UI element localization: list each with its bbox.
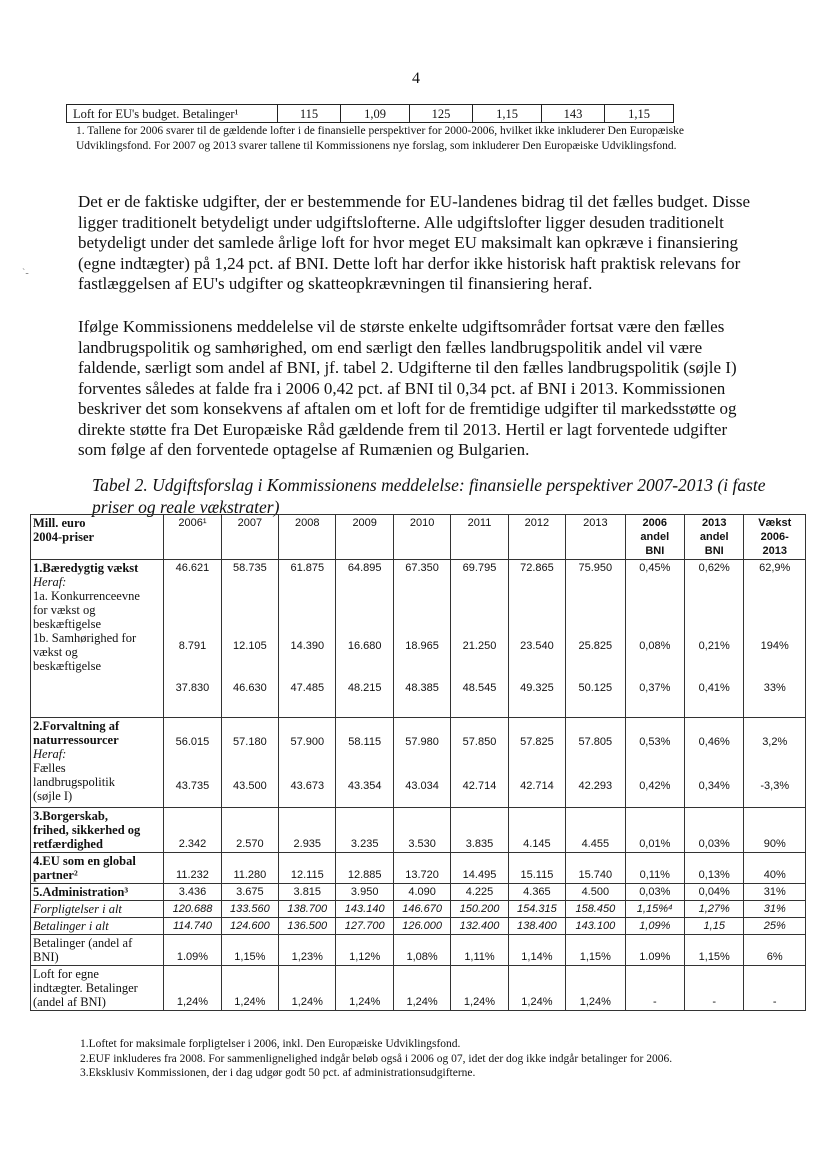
table-cell: 143.140	[336, 901, 393, 918]
table-cell	[336, 560, 393, 718]
table-header-cell	[393, 515, 450, 560]
table-header-row	[31, 515, 806, 560]
table-cell: 1,27%	[685, 901, 744, 918]
table-row-label	[31, 718, 164, 808]
table-value: 62,9%	[759, 562, 791, 574]
table-cell: 1,15	[685, 918, 744, 935]
table-label-line: 3.Borgerskab,	[33, 809, 108, 823]
table-cell: 15.115	[508, 853, 565, 884]
table-cell: 120.688	[164, 901, 221, 918]
table-cell	[744, 560, 806, 718]
table-cell: 3.235	[336, 808, 393, 853]
table-label-line: andel	[699, 531, 729, 543]
table-row	[31, 918, 806, 935]
table-row	[31, 935, 806, 966]
table-cell: 126.000	[393, 918, 450, 935]
table-value: 194%	[760, 640, 789, 652]
table-value: 0,45%	[639, 562, 671, 574]
table-cell: -	[625, 966, 684, 1011]
table-cell: 1,14%	[508, 935, 565, 966]
table-label-line: andel	[640, 531, 670, 543]
table-cell	[336, 718, 393, 808]
table-value: 58.115	[348, 736, 382, 748]
table-cell: 1.09%	[164, 935, 221, 966]
table-label-line: Betalinger (andel af	[33, 936, 133, 950]
table-row	[31, 884, 806, 901]
table-value: 48.545	[462, 682, 497, 694]
table-cell: 2.935	[279, 808, 336, 853]
table-row	[31, 853, 806, 884]
table-value: 72.865	[520, 562, 554, 574]
table-cell: 4.145	[508, 808, 565, 853]
table-value: 0,42%	[639, 780, 671, 792]
table-cell: 132.400	[451, 918, 508, 935]
table-value: 57.850	[462, 736, 497, 748]
table-cell: 0,03%	[625, 884, 684, 901]
table-value: 23.540	[520, 640, 554, 652]
table-label-line: 2.Forvaltning af	[33, 719, 120, 733]
table-cell: 3.675	[221, 884, 278, 901]
table-label-line: naturressourcer	[33, 733, 119, 747]
table-cell: 0,04%	[685, 884, 744, 901]
budget-ceiling-value: 143	[542, 105, 605, 123]
table-value: 33%	[763, 682, 786, 694]
table-cell: 1,24%	[164, 966, 221, 1011]
table-cell	[164, 718, 221, 808]
table-cell: 1,24%	[279, 966, 336, 1011]
table-cell	[451, 560, 508, 718]
table-cell: 3.815	[279, 884, 336, 901]
table-row-label	[31, 884, 164, 901]
table-value: 0,53%	[639, 736, 671, 748]
table-cell: 1,08%	[393, 935, 450, 966]
table-value: 67.350	[405, 562, 439, 574]
table-value: 61.875	[290, 562, 325, 574]
table-label-line: (søjle I)	[33, 789, 73, 803]
table-label-line: beskæftigelse	[33, 659, 102, 673]
table-cell	[279, 718, 336, 808]
table-value: 57.805	[578, 736, 613, 748]
table-row	[31, 560, 806, 718]
table-value: 69.795	[462, 562, 497, 574]
table-cell: 3.530	[393, 808, 450, 853]
table-header-cell	[566, 515, 625, 560]
table-label-line: 1.Bæredygtig vækst	[33, 561, 139, 575]
table-cell: 1,12%	[336, 935, 393, 966]
table-label-line: frihed, sikkerhed og	[33, 823, 141, 837]
table-cell: 1,09%	[625, 918, 684, 935]
table-value: 75.950	[578, 562, 613, 574]
table-cell: 1,23%	[279, 935, 336, 966]
table-cell: 138.400	[508, 918, 565, 935]
table-cell: 154.315	[508, 901, 565, 918]
table-value: 57.900	[290, 736, 325, 748]
table-value: -3,3%	[760, 780, 790, 792]
table-value: 8.791	[178, 640, 207, 652]
table-cell: 136.500	[279, 918, 336, 935]
table-value: 0,37%	[639, 682, 671, 694]
table-cell: -	[744, 966, 806, 1011]
table-cell: 4.500	[566, 884, 625, 901]
table-row-label	[31, 935, 164, 966]
table-cell: 0,11%	[625, 853, 684, 884]
table-row-label	[31, 853, 164, 884]
table-value: 3,2%	[762, 736, 788, 748]
table-value: 0,46%	[698, 736, 730, 748]
budget-ceiling-value: 1,15	[473, 105, 542, 123]
table-cell: 40%	[744, 853, 806, 884]
table-cell	[164, 560, 221, 718]
table-cell: 90%	[744, 808, 806, 853]
table-value: 12.105	[233, 640, 267, 652]
table-label-line: Fælles	[33, 761, 66, 775]
table-cell: 1,15%	[685, 935, 744, 966]
table-row	[31, 901, 806, 918]
table-cell: 11.232	[164, 853, 221, 884]
table-label-line: BNI	[704, 545, 724, 557]
table-value: 49.325	[520, 682, 554, 694]
table-cell	[508, 718, 565, 808]
table-cell: 3.950	[336, 884, 393, 901]
table-value: 37.830	[175, 682, 210, 694]
table-cell: 0,01%	[625, 808, 684, 853]
table-cell: 1,15%	[566, 935, 625, 966]
table-value: 57.825	[520, 736, 554, 748]
table-cell: 1,24%	[451, 966, 508, 1011]
table-cell: 1.09%	[625, 935, 684, 966]
table-label-line: landbrugspolitik	[33, 775, 115, 789]
table-value: 43.735	[175, 780, 210, 792]
table-cell: 146.670	[393, 901, 450, 918]
budget-ceiling-table	[66, 104, 674, 123]
table-label-line: Vækst	[758, 517, 792, 529]
table-cell: 1,24%	[221, 966, 278, 1011]
table-cell	[744, 718, 806, 808]
table-cell: 127.700	[336, 918, 393, 935]
table-header-unit	[31, 515, 164, 560]
table-label-line: beskæftigelse	[33, 617, 102, 631]
table-value: 58.735	[233, 562, 267, 574]
table-cell: 4.090	[393, 884, 450, 901]
table-cell: 2.570	[221, 808, 278, 853]
budget-ceiling-value: 1,15	[605, 105, 674, 123]
table-row-label	[31, 901, 164, 918]
table-label-line: Mill. euro	[33, 516, 86, 530]
page-number: 4	[412, 70, 420, 87]
table-cell: 6%	[744, 935, 806, 966]
table-header-cell	[336, 515, 393, 560]
table-cell: 150.200	[451, 901, 508, 918]
table-value: 57.980	[405, 736, 439, 748]
table-value: 43.673	[290, 780, 325, 792]
table-value: 46.630	[233, 682, 267, 694]
table-label-line: 1a. Konkurrenceevne	[33, 589, 140, 603]
table-cell: 2.342	[164, 808, 221, 853]
table-value: 57.180	[233, 736, 267, 748]
table-cell: 0,13%	[685, 853, 744, 884]
table-value: 18.965	[405, 640, 439, 652]
table-label-line: 1b. Samhørighed for	[33, 631, 137, 645]
table-value: 0,08%	[639, 640, 671, 652]
table-cell: 12.885	[336, 853, 393, 884]
table-label-line: Heraf:	[33, 747, 67, 761]
table-value: 42.714	[462, 780, 497, 792]
budget-ceiling-value: 115	[278, 105, 341, 123]
table-row-label	[31, 808, 164, 853]
table-header-cell	[508, 515, 565, 560]
table-label-line: for vækst og	[33, 603, 96, 617]
table-header-cell	[221, 515, 278, 560]
table-footnote: 3.Eksklusiv Kommissionen, der i dag udgør godt 50 pct. af administrationsudgifterne.	[80, 1067, 476, 1079]
table-cell	[566, 718, 625, 808]
table-cell: 124.600	[221, 918, 278, 935]
table-cell: 158.450	[566, 901, 625, 918]
table-value: 56.015	[175, 736, 210, 748]
table-cell: 1,11%	[451, 935, 508, 966]
table-footnote: 1.Loftet for maksimale forpligtelser i 2006, inkl. Den Europæiske Udviklingsfond.	[80, 1038, 461, 1050]
table-cell: 12.115	[279, 853, 336, 884]
table-label-line: 2013	[583, 517, 608, 529]
table-cell	[508, 560, 565, 718]
table-row	[31, 808, 806, 853]
table-label-line: 2010	[409, 517, 435, 529]
table-value: 16.680	[347, 640, 382, 652]
table-cell: 1,24%	[508, 966, 565, 1011]
table-label-line: 4.EU som en global	[33, 854, 136, 868]
paragraph-2: Ifølge Kommissionens meddelelse vil de største enkelte udgiftsområder fortsat være den fælles landbrugspolitik og samhørighed, om end særligt den fælles landbrugspolitik andel vil være faldende, særligt som andel af BNI, jf. tabel 2. Udgifterne til den fælles landbrugspolitik (søjle I) forventes således at falde fra i 2006 0,42 pct. af BNI til 0,34 pct. af BNI i 2013. Kommissionen beskriver det som konsekvens af aftalen om et loft for de fremtidige udgifter til markedsstøtte og direkte støtte fra Det Europæiske Råd gældende frem til 2013. Hertil er lagt forventede udgifter som følge af den forventede optagelse af Rumænien og Bulgarien.	[78, 317, 737, 459]
table-label-line: indtægter. Betalinger	[33, 981, 138, 995]
table-row-label	[31, 966, 164, 1011]
table-cell: -	[685, 966, 744, 1011]
table-label-line: BNI)	[33, 950, 59, 964]
table-cell: 138.700	[279, 901, 336, 918]
table-cell	[566, 560, 625, 718]
table-footnote: 2.EUF inkluderes fra 2008. For sammenlignelighed indgår beløb også i 2006 og 07, idet der dog ikke indgår betalinger for 2006.	[80, 1052, 673, 1065]
table-label-line: 2008	[295, 517, 320, 529]
table-label-line: Forpligtelser i alt	[33, 902, 122, 916]
table-cell: 133.560	[221, 901, 278, 918]
table-cell: 13.720	[393, 853, 450, 884]
table-cell: 25%	[744, 918, 806, 935]
table-label-line: 2013	[702, 517, 727, 529]
table-label-line: Betalinger i alt	[33, 919, 109, 933]
paragraph-1: Det er de faktiske udgifter, der er bestemmende for EU-landenes bidrag til det fælles budget. Disse ligger traditionelt betydeligt under udgiftslofterne. Alle udgiftslofter ligger desuden traditionelt betydeligt under det samlede årlige loft for hvor meget EU maksimalt kan opkræve i finansiering (egne indtægter) på 1,24 pct. af BNI. Dette loft har derfor ikke historisk haft praktisk relevans for fastlæggelsen af EU's udgifter og skatteopkrævningen til finansiering heraf.	[78, 192, 751, 293]
table-label-line: BNI	[645, 545, 665, 557]
table-cell: 4.365	[508, 884, 565, 901]
table-value: 48.215	[347, 682, 382, 694]
table-header-cell	[451, 515, 508, 560]
table-label-line: Heraf:	[33, 575, 67, 589]
table-cell	[685, 560, 744, 718]
budget-table	[30, 514, 806, 1011]
table-cell	[221, 718, 278, 808]
table-cell	[393, 718, 450, 808]
budget-ceiling-value: 125	[410, 105, 473, 123]
table-header-cell	[744, 515, 806, 560]
table-cell	[393, 560, 450, 718]
budget-ceiling-value: 1,09	[341, 105, 410, 123]
table-value: 43.354	[347, 780, 382, 792]
table-value: 0,41%	[698, 682, 730, 694]
table-label-line: 2007	[237, 517, 263, 529]
table-cell: 0,03%	[685, 808, 744, 853]
table-cell: 114.740	[164, 918, 221, 935]
table-value: 25.825	[578, 640, 613, 652]
table-label-line: (andel af BNI)	[33, 995, 106, 1009]
table-caption: Tabel 2. Udgiftsforslag i Kommissionens meddelelse: finansielle perspektiver 2007-2013 (i faste priser og reale vækstrater)	[92, 475, 766, 517]
table-cell: 1,24%	[566, 966, 625, 1011]
table-cell: 31%	[744, 901, 806, 918]
table-label-line: 2006-	[760, 531, 789, 543]
table-cell	[221, 560, 278, 718]
table-cell: 1,15%	[221, 935, 278, 966]
table-value: 21.250	[462, 640, 497, 652]
table-label-line: 2011	[467, 517, 492, 529]
table-label-line: 2006¹	[178, 517, 207, 529]
table-footnotes	[80, 1037, 780, 1081]
table-label-line: 2009	[352, 517, 377, 529]
table-cell: 4.455	[566, 808, 625, 853]
table-value: 48.385	[405, 682, 439, 694]
table-label-line: 2004-priser	[33, 530, 95, 544]
table-value: 50.125	[578, 682, 613, 694]
table-value: 42.293	[578, 780, 613, 792]
table-cell: 4.225	[451, 884, 508, 901]
table-label-line: 2012	[524, 517, 550, 529]
table-cell: 3.436	[164, 884, 221, 901]
table-row	[31, 966, 806, 1011]
table-value: 0,21%	[698, 640, 730, 652]
table-value: 43.500	[233, 780, 267, 792]
table-header-cell	[279, 515, 336, 560]
table-cell	[279, 560, 336, 718]
table-row-label	[31, 560, 164, 718]
table-value: 64.895	[347, 562, 382, 574]
table-value: 46.621	[175, 562, 210, 574]
table-cell	[625, 560, 684, 718]
table-row-label	[31, 918, 164, 935]
table-cell	[685, 718, 744, 808]
table-cell: 1,24%	[336, 966, 393, 1011]
table-label-line: 2006	[642, 517, 668, 529]
table-cell: 1,24%	[393, 966, 450, 1011]
table-header-cell	[685, 515, 744, 560]
table-value: 0,34%	[698, 780, 730, 792]
table-value: 43.034	[405, 780, 439, 792]
table-cell: 14.495	[451, 853, 508, 884]
table-cell: 15.740	[566, 853, 625, 884]
table-label-line: 2013	[762, 545, 787, 557]
table-value: 42.714	[520, 780, 554, 792]
table-label-line: vækst og	[33, 645, 78, 659]
table-label-line: retfærdighed	[33, 837, 103, 851]
budget-ceiling-label: Loft for EU's budget. Betalinger¹	[67, 105, 278, 123]
table-value: 47.485	[290, 682, 325, 694]
margin-mark: `-	[22, 268, 29, 279]
table-cell: 3.835	[451, 808, 508, 853]
table-header-cell	[164, 515, 221, 560]
table-cell: 1,15%⁴	[625, 901, 684, 918]
table-value: 14.390	[290, 640, 325, 652]
table-cell: 143.100	[566, 918, 625, 935]
table-cell	[625, 718, 684, 808]
table-cell: 11.280	[221, 853, 278, 884]
table-cell: 31%	[744, 884, 806, 901]
table-value: 0,62%	[698, 562, 730, 574]
table-header-cell	[625, 515, 684, 560]
table-label-line: Loft for egne	[33, 967, 99, 981]
footnote-top: 1. Tallene for 2006 svarer til de gældende lofter i de finansielle perspektiver for 2000-2006, hvilket ikke inkluderer Den Europæiske Udviklingsfond. For 2007 og 2013 svarer tallene til Kommissionens nye forslag, som inkluderer Den Europæiske Udviklingsfond.	[76, 125, 684, 152]
table-cell	[451, 718, 508, 808]
table-label-line: partner²	[33, 868, 78, 882]
table-label-line: 5.Administration³	[33, 885, 129, 899]
table-row	[31, 718, 806, 808]
